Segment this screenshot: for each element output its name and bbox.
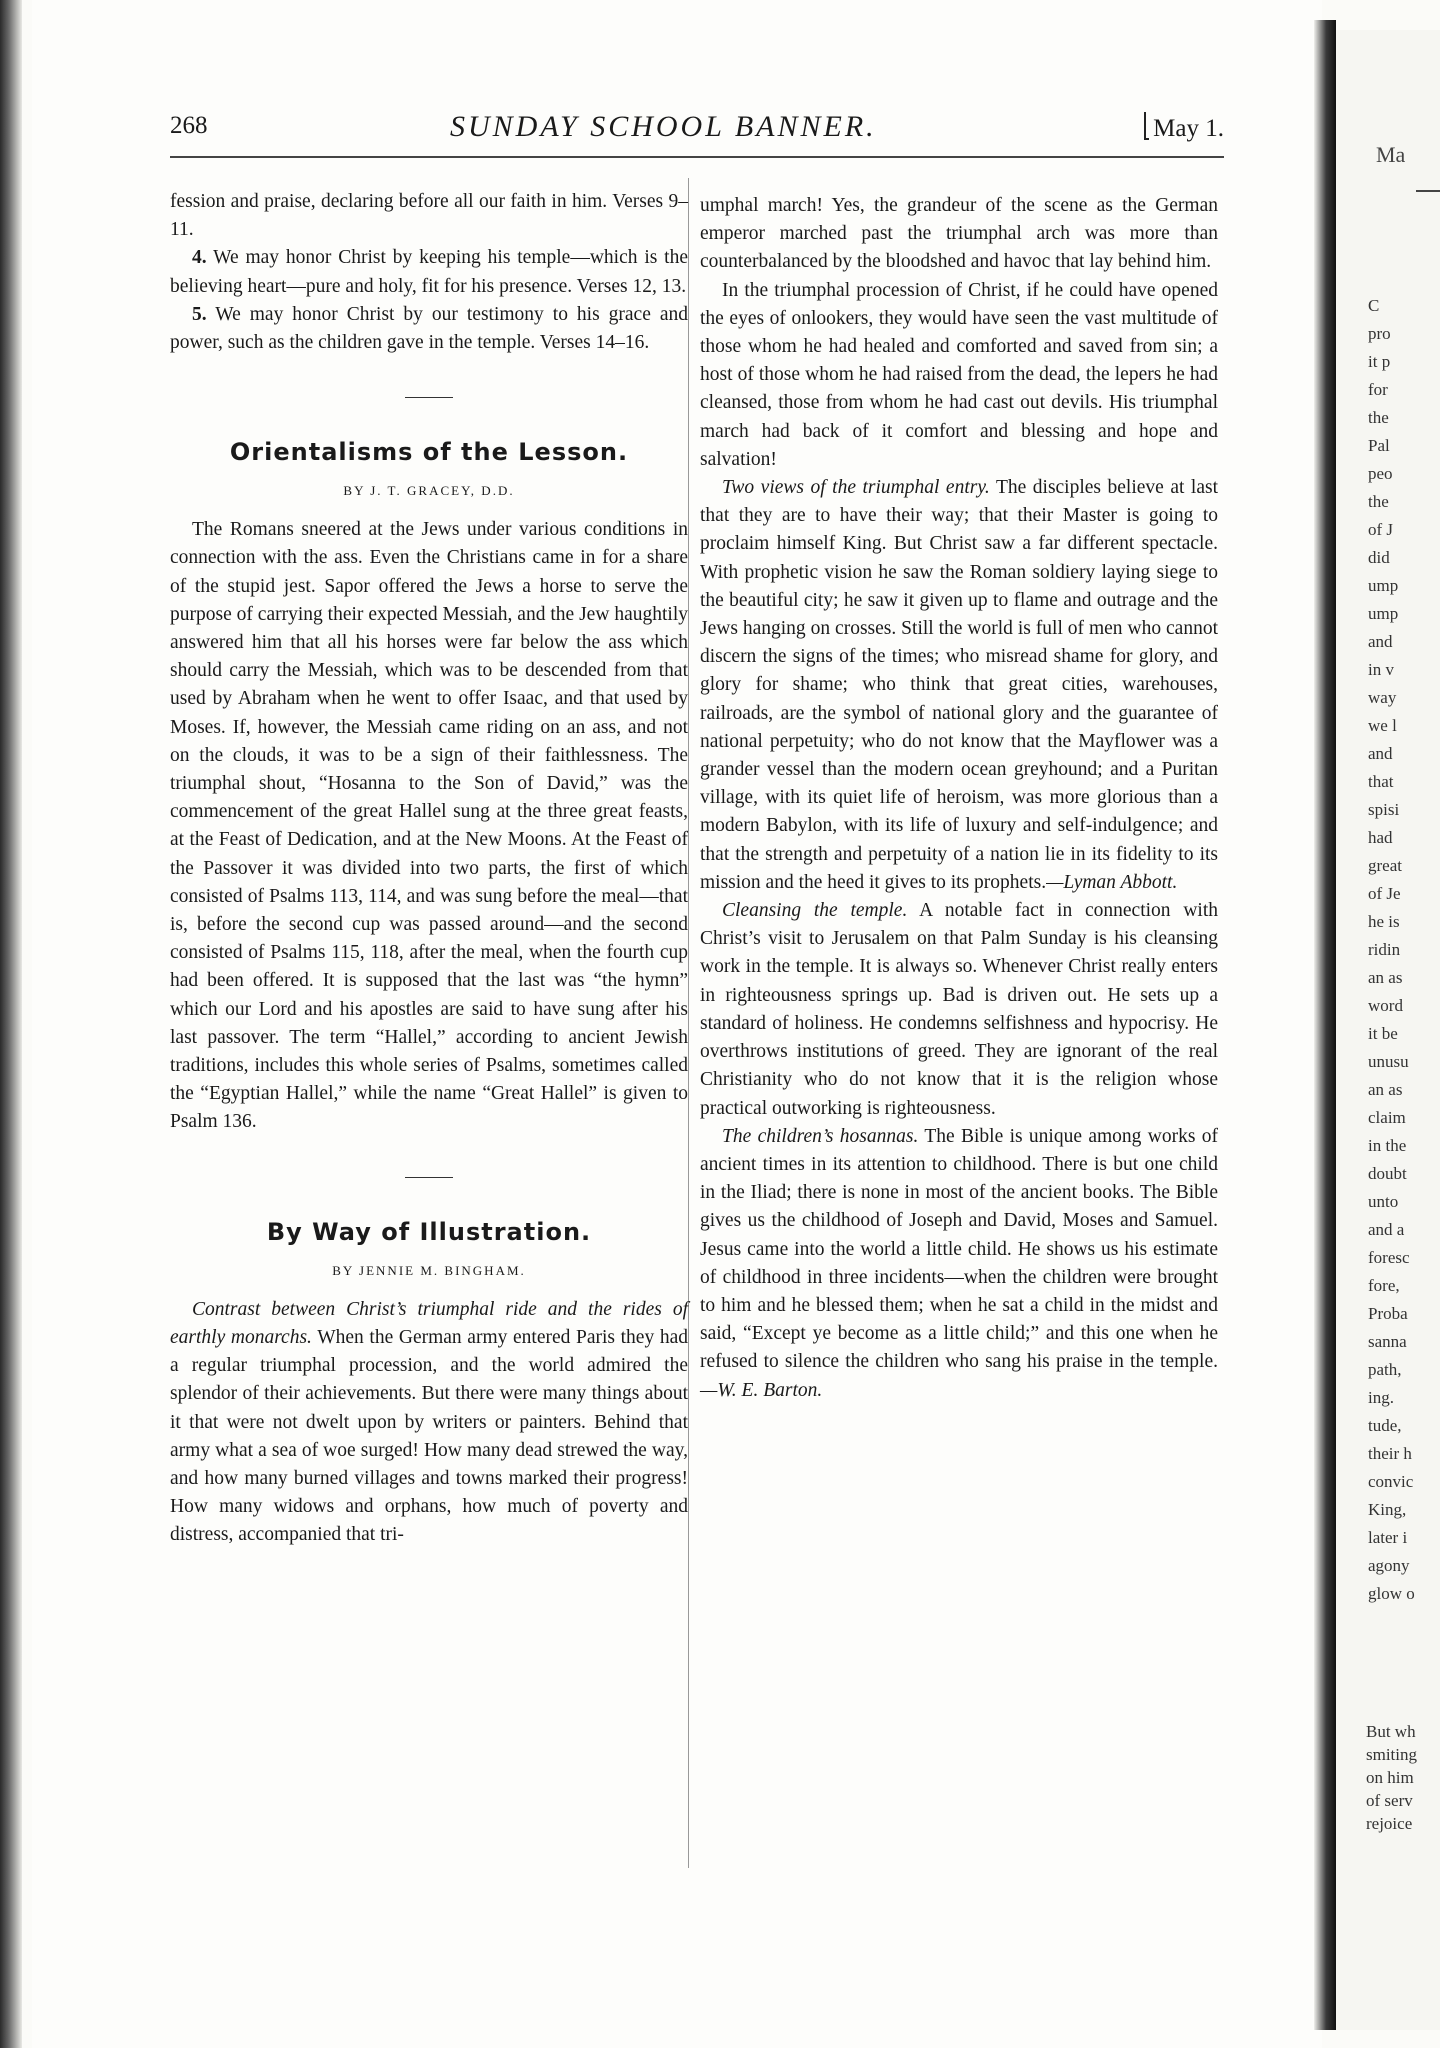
opening-paragraph: fession and praise, declaring before all our faith in him. Verses 9–11. <box>170 191 688 241</box>
page-number: 268 <box>170 112 208 139</box>
text-fragment: their h <box>1368 1444 1412 1463</box>
text-fragment: did <box>1368 548 1390 567</box>
paragraph-text: The disciples believe at last that they are to have their way; that their Master is going to proclaim himself King. But Christ saw a far different spectacle. With prophetic vision he saw the Roman soldiery laying siege to the beautiful city; he saw it given up to flame and outrage and the Jews hanging on crosses. Still the world is full of men who cannot discern the signs of the times; who misread shame for glory, and glory for shame; who think that great cities, warehouses, railroads, are the symbol of national glory and the guarantee of national perpetuity; who do not know that the Mayflower was a grander vessel than the modern ocean greyhound; and a Puritan village, with its quiet life of heroism, was more glorious than a modern Babylon, with its life of luxury and self-indulgence; and that the strength and perpetuity of a nation lie in its fidelity to its mission and the heed it gives to its prophets. <box>700 477 1218 893</box>
text-fragment: convic <box>1368 1472 1414 1491</box>
text-fragment: in the <box>1368 1136 1407 1155</box>
text-fragment: we l <box>1368 716 1397 735</box>
point-number: 4. <box>192 247 207 269</box>
illustration-paragraph <box>170 1296 688 1550</box>
text-fragment: tude, <box>1368 1416 1402 1435</box>
text-fragment: way <box>1368 688 1397 707</box>
text-fragment: of J <box>1368 520 1394 539</box>
issue-date-text: May 1. <box>1153 115 1224 142</box>
cleansing-paragraph <box>700 897 1218 1123</box>
text-fragment: agony <box>1368 1556 1410 1575</box>
text-fragment: path, <box>1368 1360 1402 1379</box>
masthead-title: SUNDAY SCHOOL BANNER. <box>450 110 877 143</box>
column-divider <box>688 178 689 1868</box>
text-fragment: ridin <box>1368 940 1401 959</box>
paragraph-lead: Contrast between Christ’s triumphal ride and the rides of earthly monarchs. <box>170 1298 688 1348</box>
text-fragment: of Je <box>1368 884 1401 903</box>
text-fragment: fore, <box>1368 1276 1400 1295</box>
text-fragment: peo <box>1368 464 1393 483</box>
page-gutter-shadow <box>1314 20 1336 2030</box>
text-fragment: ump <box>1368 576 1399 595</box>
author-attribution: —Lyman Abbott. <box>1046 871 1178 893</box>
section-separator <box>405 397 453 398</box>
numbered-point-4 <box>170 244 688 300</box>
header-rule <box>170 156 1224 158</box>
text-fragment: an as <box>1368 968 1403 987</box>
byline-gracey: BY J. T. GRACEY, D.D. <box>343 483 515 499</box>
text-fragment: foresc <box>1368 1248 1410 1267</box>
text-fragment: great <box>1368 856 1402 875</box>
procession-paragraph: In the triumphal procession of Christ, if he could have opened the eyes of onlookers, they would have seen the vast multitude of those whom he had healed and comforted and saved from sin; a host of those whom he had raised from the dead, the lepers he had cleansed, those from whom he had cast out devils. His triumphal march had back of it comfort and blessing and hope and salvation! <box>700 279 1218 470</box>
text-fragment: sanna <box>1368 1332 1407 1351</box>
text-fragment: unto <box>1368 1192 1399 1211</box>
author-attribution: —W. E. Barton. <box>700 1379 823 1401</box>
two-views-paragraph <box>700 474 1218 897</box>
text-fragment: smiting <box>1366 1745 1418 1764</box>
section-heading-orientalisms: Orientalisms of the Lesson. <box>229 438 629 467</box>
issue-date <box>1144 112 1224 143</box>
text-fragment: and <box>1368 632 1393 651</box>
adjacent-upper-text <box>1368 292 1440 1608</box>
text-fragment: C <box>1368 296 1380 315</box>
text-fragment: ump <box>1368 604 1399 623</box>
text-fragment: unusu <box>1368 1052 1409 1071</box>
continued-paragraph: umphal march! Yes, the grandeur of the scene as the German emperor marched past the triumphal arch was more than counterbalanced by the bloodshed and havoc that lay behind him. <box>700 195 1218 273</box>
text-fragment: rejoice <box>1366 1814 1413 1833</box>
paragraph-lead: Cleansing the temple. <box>722 900 908 922</box>
adjacent-page <box>1336 30 1440 2030</box>
section-heading-illustration: By Way of Illustration. <box>266 1217 592 1246</box>
text-fragment: had <box>1368 828 1393 847</box>
text-fragment: on him <box>1366 1768 1414 1787</box>
bracket-mark <box>1144 112 1149 140</box>
point-text: We may honor Christ by our testimony to his grace and power, such as the children gave in the temple. Verses 14–16. <box>170 303 689 354</box>
left-column <box>170 188 688 1550</box>
binding-edge <box>0 0 22 2048</box>
text-fragment: an as <box>1368 1080 1403 1099</box>
orientalisms-body: The Romans sneered at the Jews under various conditions in connection with the ass. Even the Christians came in for a share of the stupid jest. Sapor offered the Jews a horse to serve the purpose of carrying their expected Messiah, and the Jew haughtily answered him that all his horses were far below the ass which should carry the Messiah, which was to be descended from that used by Abraham when he went to offer Isaac, and that used by Moses. If, however, the Messiah came riding on an ass, and not on the clouds, it was to be a sign of their faithlessness. The triumphal shout, “Hosanna to the Son of David,” was the commencement of the great Hallel sung at the three great feasts, at the Feast of Dedication, and at the New Moons. At the Feast of the Passover it was divided into two parts, the first of which consisted of Psalms 113, 114, and was sung before the meal—that is, before the second cup was passed around—and the second consisted of Psalms 115, 118, after the meal, when the fourth cup had been offered. It is supposed that the last was “the hymn” which our Lord and his apostles are said to have sung after his last passover. The term “Hallel,” according to ancient Jewish traditions, includes this whole series of Psalms, sometimes called the “Egyptian Hallel,” while the name “Great Hallel” is given to Psalm 136. <box>170 519 688 1133</box>
text-fragment: claim <box>1368 1108 1406 1127</box>
text-fragment: But wh <box>1366 1722 1416 1741</box>
text-fragment: for <box>1368 380 1388 399</box>
text-fragment: in v <box>1368 660 1394 679</box>
text-fragment: later i <box>1368 1528 1408 1547</box>
text-fragment: he is <box>1368 912 1400 931</box>
text-fragment: Proba <box>1368 1304 1408 1323</box>
text-fragment: of serv <box>1366 1791 1413 1810</box>
numbered-point-5 <box>170 301 688 357</box>
text-fragment: it p <box>1368 352 1391 371</box>
text-fragment: pro <box>1368 324 1391 343</box>
adjacent-header-rule <box>1416 190 1440 192</box>
right-column <box>700 192 1218 1405</box>
section-separator <box>405 1177 453 1178</box>
text-fragment: Pal <box>1368 436 1390 455</box>
text-fragment: glow o <box>1368 1584 1415 1603</box>
text-fragment: it be <box>1368 1024 1398 1043</box>
paragraph-text: A notable fact in connection with Christ’s visit to Jerusalem on that Palm Sunday is his cleansing work in the temple. It is always so. Whenever Christ really enters in righteousness springs up. Bad is driven out. He sets up a standard of holiness. He condemns selfishness and hypocrisy. He overthrows institutions of greed. They are ignorant of the real Christianity who do not know that it is the religion whose practical outworking is righteousness. <box>700 900 1218 1119</box>
point-text: We may honor Christ by keeping his temple—which is the believing heart—pure and holy, fit for his presence. Verses 12, 13. <box>170 247 688 297</box>
text-fragment: ing. <box>1368 1388 1394 1407</box>
byline-bingham: BY JENNIE M. BINGHAM. <box>332 1262 526 1278</box>
hosannas-paragraph <box>700 1123 1218 1405</box>
text-fragment: spisi <box>1368 800 1400 819</box>
text-fragment: and <box>1368 744 1393 763</box>
adjacent-header-fragment: Ma <box>1376 142 1406 167</box>
text-fragment: the <box>1368 492 1389 511</box>
paragraph-lead: The children’s hosannas. <box>722 1125 919 1147</box>
paragraph-lead: Two views of the triumphal entry. <box>722 477 990 499</box>
text-fragment: that <box>1368 772 1394 791</box>
running-header <box>170 110 1224 150</box>
paragraph-text: The Bible is unique among works of ancient times in its attention to childhood. There is but one child in the Iliad; there is none in most of the ancient books. The Bible gives us the childhood of Joseph and David, Moses and Samuel. Jesus came into the world a little child. He shows us his estimate of childhood in three incidents—when the children were brought to him and he blessed them; when he sat a child in the midst and said, “Except ye become as a little child;” and this one when he refused to silence the children who sang his praise in the temple. <box>700 1125 1219 1373</box>
text-fragment: King, <box>1368 1500 1407 1519</box>
text-fragment: and a <box>1368 1220 1405 1239</box>
text-fragment: word <box>1368 996 1403 1015</box>
adjacent-lower-text <box>1366 1720 1440 1835</box>
point-number: 5. <box>192 303 207 325</box>
text-fragment: the <box>1368 408 1389 427</box>
paragraph-text: When the German army entered Paris they had a regular triumphal procession, and the world admired the splendor of their achievements. But there were many things about it that were not dwelt upon by writers or painters. Behind that army what a sea of woe surged! How many dead strewed the way, and how many burned villages and towns marked their progress! How many widows and orphans, how much of poverty and distress, accompanied that tri- <box>170 1326 688 1546</box>
text-fragment: doubt <box>1368 1164 1407 1183</box>
